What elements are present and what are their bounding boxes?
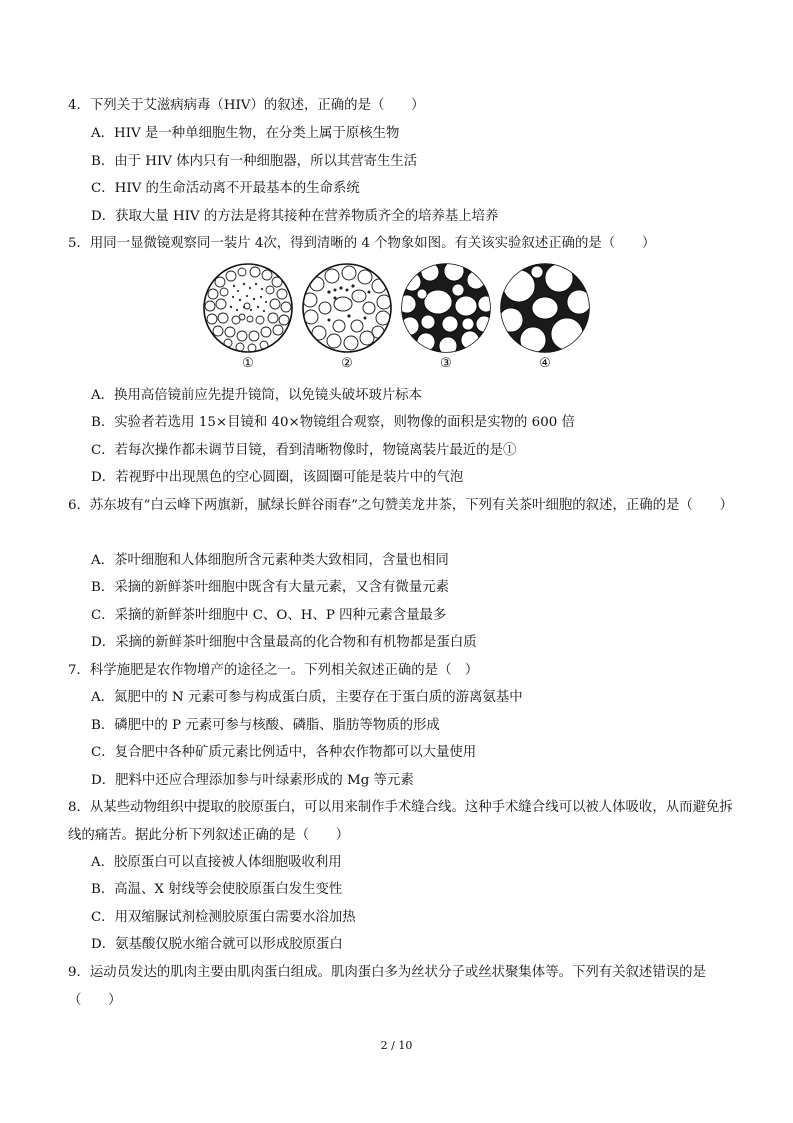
microscope-view-3 bbox=[398, 262, 494, 374]
question-6-option-a: A．茶叶细胞和人体细胞所含元素种类大致相同，含量也相同 bbox=[91, 553, 449, 568]
question-8-stem: 8．从某些动物组织中提取的胶原蛋白，可以用来制作手术缝合线。这种手术缝合线可以被人体吸收，从而避免拆线的痛苦。据此分析下列叙述正确的是（ ） bbox=[68, 800, 733, 843]
question-8-option-d: D．氨基酸仅脱水缩合就可以形成胶原蛋白 bbox=[91, 937, 343, 952]
microscope-view-2 bbox=[299, 262, 395, 374]
microscope-view-2-label: ② bbox=[341, 356, 353, 371]
microscope-view-4 bbox=[497, 262, 593, 374]
question-7-option-b: B．磷肥中的 P 元素可参与核酸、磷脂、脂肪等物质的形成 bbox=[91, 718, 440, 733]
question-5-option-a: A．换用高倍镜前应先提升镜筒，以免镜头破坏玻片标本 bbox=[91, 388, 423, 403]
question-8-option-c: C．用双缩脲试剂检测胶原蛋白需要水浴加热 bbox=[91, 910, 356, 925]
question-4-option-a: A．HIV 是一种单细胞生物，在分类上属于原核生物 bbox=[91, 126, 400, 141]
question-7-option-a: A．氮肥中的 N 元素可参与构成蛋白质，主要存在于蛋白质的游离氨基中 bbox=[91, 690, 523, 705]
question-4-option-d: D．获取大量 HIV 的方法是将其接种在营养物质齐全的培养基上培养 bbox=[91, 209, 499, 224]
microscope-view-1 bbox=[200, 262, 296, 374]
question-9-stem: 9．运动员发达的肌肉主要由肌肉蛋白组成。肌肉蛋白多为丝状分子或丝状聚集体等。下列有关叙述错误的是（ ） bbox=[68, 965, 706, 1008]
question-5-option-b: B．实验者若选用 15×目镜和 40×物镜组合观察，则物像的面积是实物的 600 倍 bbox=[91, 415, 575, 430]
microscope-images-figure bbox=[200, 262, 595, 374]
question-8-option-a: A．胶原蛋白可以直接被人体细胞吸收利用 bbox=[91, 855, 342, 870]
microscope-view-4-label: ④ bbox=[539, 356, 551, 371]
question-4-option-c: C．HIV 的生命活动离不开最基本的生命系统 bbox=[91, 181, 360, 196]
question-5-option-d: D．若视野中出现黑色的空心圆圈，该圆圈可能是装片中的气泡 bbox=[91, 470, 464, 485]
microscope-view-1-label: ① bbox=[242, 356, 254, 371]
question-7-option-c: C．复合肥中各种矿质元素比例适中，各种农作物都可以大量使用 bbox=[91, 745, 477, 760]
question-4-stem: 4．下列关于艾滋病病毒（HIV）的叙述，正确的是（ ） bbox=[68, 98, 425, 113]
question-6-option-b: B．采摘的新鲜茶叶细胞中既含有大量元素，又含有微量元素 bbox=[91, 580, 449, 595]
question-7-stem: 7．科学施肥是农作物增产的途径之一。下列相关叙述正确的是（ ） bbox=[68, 663, 479, 678]
page-number: 2 / 10 bbox=[380, 1039, 413, 1052]
microscope-view-3-label: ③ bbox=[440, 356, 452, 371]
question-6-option-c: C．采摘的新鲜茶叶细胞中 C、O、H、P 四种元素含量最多 bbox=[91, 608, 447, 623]
question-7-option-d: D．肥料中还应合理添加参与叶绿素形成的 Mg 等元素 bbox=[91, 773, 414, 788]
question-8-option-b: B．高温、X 射线等会使胶原蛋白发生变性 bbox=[91, 882, 343, 897]
question-5-option-c: C．若每次操作都未调节目镜，看到清晰物像时，物镜离装片最近的是① bbox=[91, 443, 517, 458]
question-4-option-b: B．由于 HIV 体内只有一种细胞器，所以其营寄生生活 bbox=[91, 154, 418, 169]
question-6-stem: 6．苏东坡有“白云峰下两旗新，腻绿长鲜谷雨春”之句赞美龙井茶，下列有关茶叶细胞的叙述，正确的是（ ） bbox=[68, 498, 733, 513]
question-6-option-d: D．采摘的新鲜茶叶细胞中含量最高的化合物和有机物都是蛋白质 bbox=[91, 635, 477, 650]
question-5-stem: 5．用同一显微镜观察同一装片 4次，得到清晰的 4 个物象如图。有关该实验叙述正确的是（ ） bbox=[68, 236, 656, 251]
